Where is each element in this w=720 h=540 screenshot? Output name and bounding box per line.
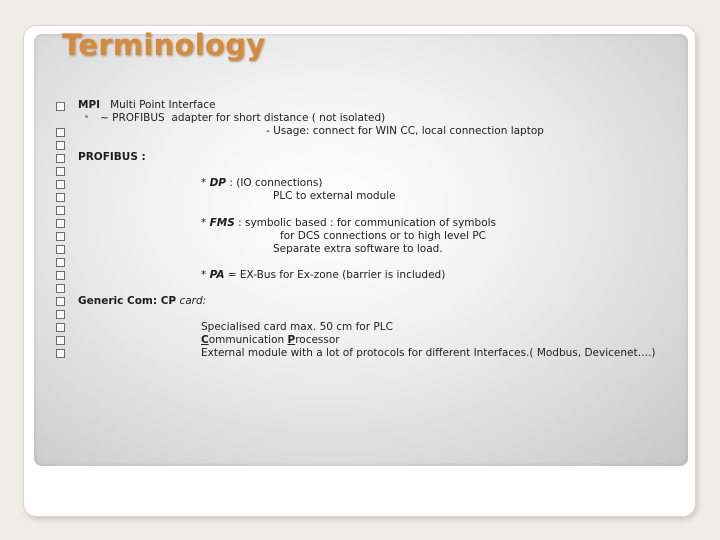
fms-prefix: * (201, 217, 210, 229)
bullet-icon (56, 310, 65, 319)
cp-line-1: Specialised card max. 50 cm for PLC (201, 321, 393, 333)
pa-text: = EX-Bus for Ex-zone (barrier is included) (224, 269, 446, 281)
cp-initial-p: P (287, 334, 296, 346)
bullet-icon (56, 284, 65, 293)
bullet-icon (56, 180, 65, 189)
bullet-icon (56, 141, 65, 150)
slide-title: Terminology (62, 28, 266, 62)
bullet-icon (56, 336, 65, 345)
bullet-icon (56, 245, 65, 254)
bullet-icon (56, 167, 65, 176)
dp-line (201, 177, 322, 190)
cp-word-2-rest: rocessor (295, 334, 340, 346)
dp-prefix: * (201, 177, 210, 189)
pa-prefix: * (201, 269, 210, 281)
mpi-line (78, 99, 216, 112)
bullet-icon (56, 219, 65, 228)
fms-line-2: for DCS connections or to high level PC (280, 230, 487, 242)
fms-line (201, 217, 496, 230)
fms-text: : symbolic based : for communication of symbols (234, 217, 497, 229)
fms-name: FMS (209, 217, 235, 229)
bullet-icon (56, 206, 65, 215)
cp-line-3: External module with a lot of protocols for different Interfaces.( Modbus, Devicenet….) (201, 347, 656, 359)
mpi-desc: Multi Point Interface (110, 99, 216, 111)
pa-name: PA (209, 269, 225, 281)
mpi-sub-line: ~ PROFIBUS adapter for short distance ( not isolated) (100, 112, 386, 124)
bullet-icon (56, 102, 65, 111)
pa-line (201, 269, 445, 282)
fms-line-3: Separate extra software to load. (273, 243, 443, 255)
bullet-icon (56, 258, 65, 267)
bullet-icon (56, 128, 65, 137)
bullet-icon (56, 154, 65, 163)
generic-label: Generic Com: CP (78, 295, 177, 307)
generic-com-line (78, 295, 206, 308)
dp-name: DP (209, 177, 227, 189)
dp-text: : (IO connections) (226, 177, 323, 189)
cp-line-2 (201, 334, 340, 347)
sub-bullet-icon (85, 115, 88, 118)
profibus-heading: PROFIBUS : (78, 151, 146, 163)
bullet-icon (56, 323, 65, 332)
mpi-abbr: MPI (78, 99, 101, 111)
bullet-icon (56, 297, 65, 306)
bullet-icon (56, 193, 65, 202)
cp-initial-c: C (201, 334, 209, 346)
dp-line-2: PLC to external module (273, 190, 396, 202)
bullet-icon (56, 232, 65, 241)
generic-card: card: (176, 295, 207, 307)
bullet-icon (56, 349, 65, 358)
bullet-icon (56, 271, 65, 280)
mpi-usage-line: - Usage: connect for WIN CC, local connection laptop (266, 125, 544, 137)
cp-word-1-rest: ommunication (208, 334, 288, 346)
